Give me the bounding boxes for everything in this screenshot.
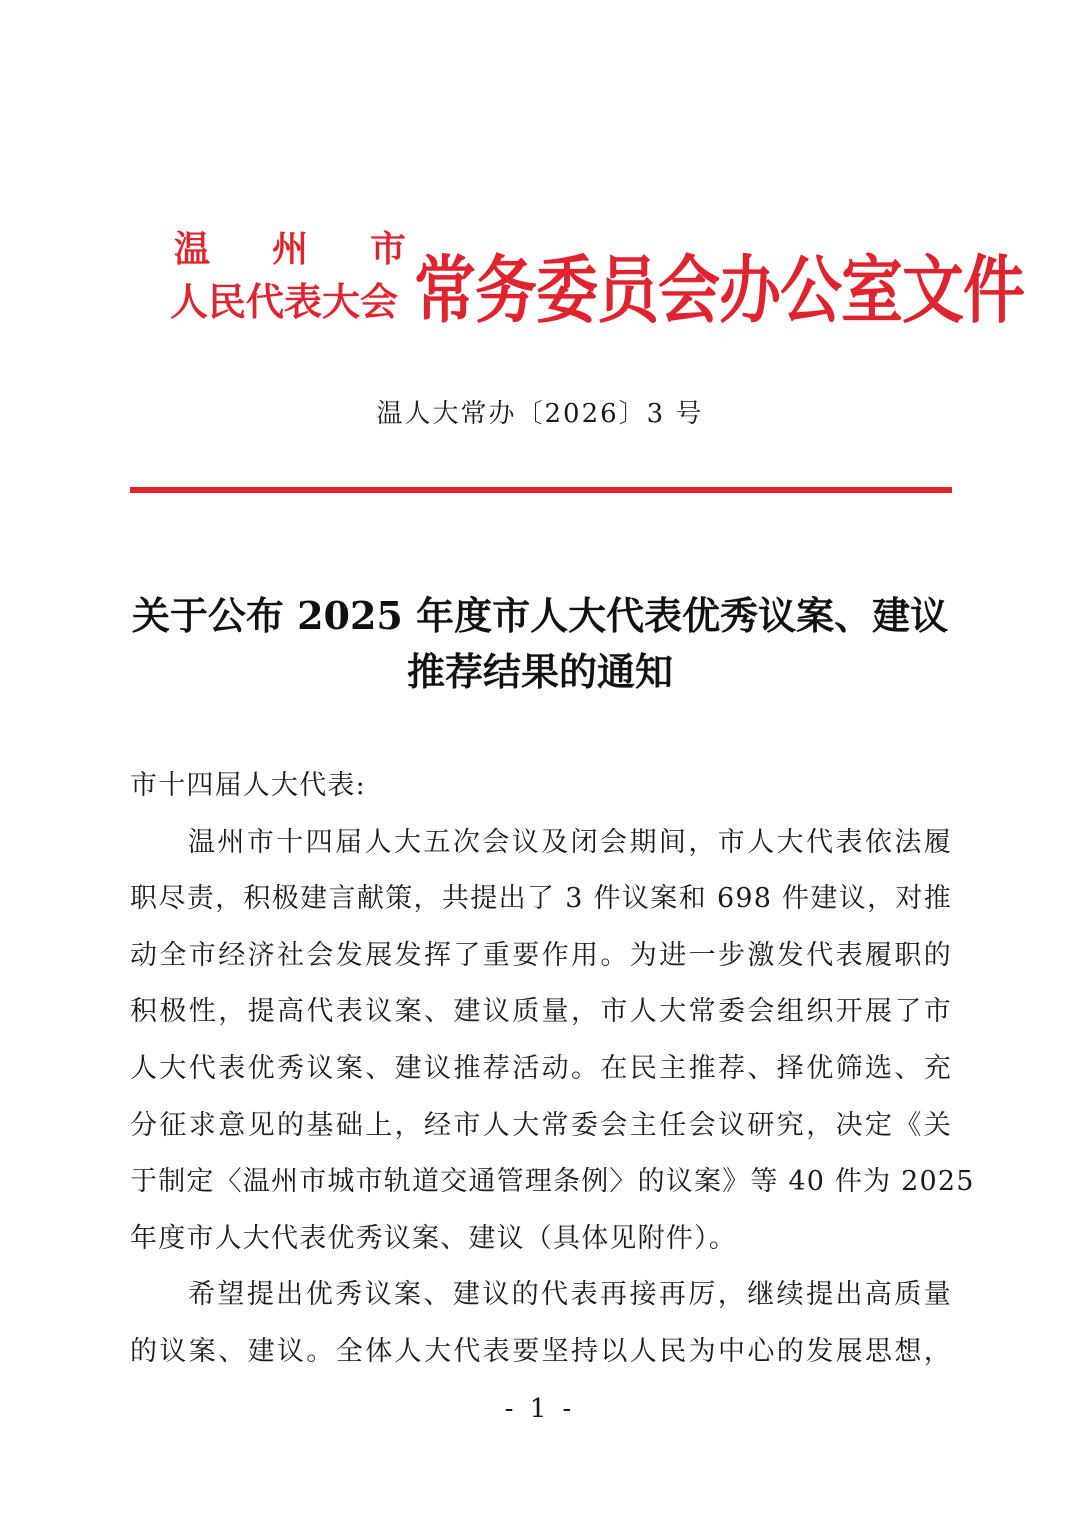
text-line: 人大代表优秀议案、建议推荐活动。在民主推荐、择优筛选、充	[130, 1052, 952, 1084]
paragraph-1	[130, 815, 975, 1268]
masthead	[170, 228, 1025, 338]
masthead-char: 州	[271, 229, 308, 270]
text-line: 于制定〈温州市城市轨道交通管理条例〉的议案》等 40 件为 2025	[130, 1166, 975, 1198]
document-title	[120, 588, 960, 700]
masthead-char: 市	[369, 229, 406, 270]
document-body	[130, 758, 975, 1381]
document-number: 温人大常办〔2026〕3 号	[376, 399, 704, 429]
text-line: 温州市十四届人大五次会议及闭会期间，市人大代表依法履	[188, 826, 952, 858]
title-line: 关于公布 2025 年度市人大代表优秀议案、建议	[131, 593, 949, 638]
title-line: 推荐结果的通知	[406, 649, 673, 694]
text-line: 年度市人大代表优秀议案、建议（具体见附件）。	[130, 1222, 737, 1254]
masthead-congress-line: 人民代表大会	[170, 280, 399, 324]
text-line: 动全市经济社会发展发挥了重要作用。为进一步激发代表履职的	[130, 939, 952, 971]
masthead-issuer-block	[170, 228, 410, 338]
text-line: 分征求意见的基础上，经市人大常委会主任会议研究，决定《关	[130, 1109, 952, 1141]
masthead-office-title: 常务委员会办公室文件	[414, 246, 1025, 334]
paragraph-2	[130, 1267, 952, 1380]
text-line: 职尽责，积极建言献策，共提出了 3 件议案和 698 件建议，对推	[130, 883, 952, 915]
salutation: 市十四届人大代表:	[130, 770, 366, 801]
text-line: 希望提出优秀议案、建议的代表再接再厉，继续提出高质量	[188, 1279, 952, 1311]
masthead-char: 温	[174, 229, 211, 270]
red-divider-line	[130, 487, 952, 493]
masthead-city-line	[174, 230, 406, 270]
text-line: 的议案、建议。全体人大代表要坚持以人民为中心的发展思想，	[130, 1335, 952, 1367]
page-number: - 1 -	[504, 1394, 576, 1424]
text-line: 积极性，提高代表议案、建议质量，市人大常委会组织开展了市	[130, 996, 952, 1028]
